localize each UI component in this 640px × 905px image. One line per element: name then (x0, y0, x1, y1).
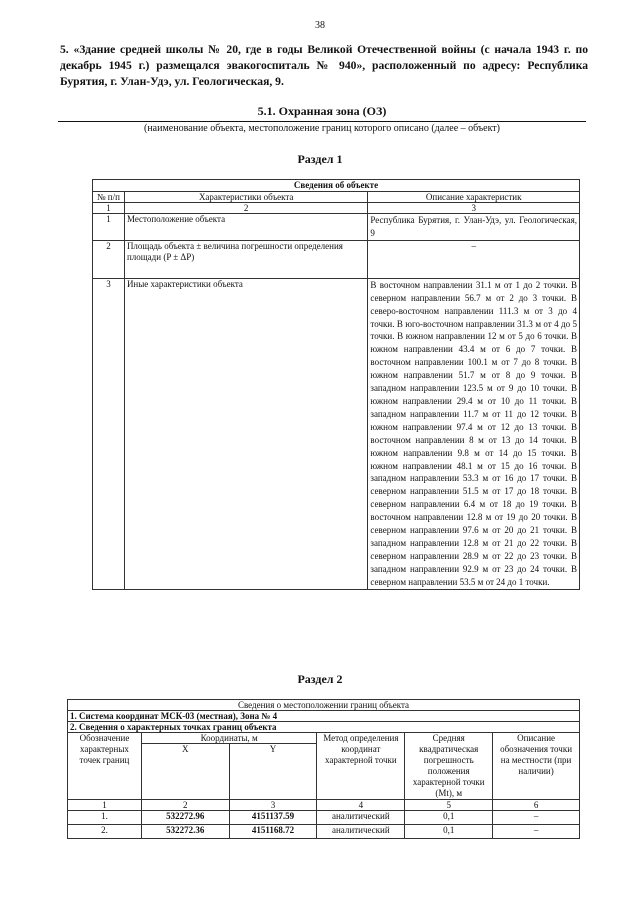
point-x: 532272.96 (141, 811, 229, 825)
index-cell: 1 (93, 203, 125, 214)
table-row (68, 811, 580, 825)
header-designation: Обозначение характерных точек границ (68, 733, 142, 800)
header-y: Y (229, 744, 317, 800)
row-number: 3 (93, 278, 125, 589)
page-number: 38 (315, 20, 325, 31)
point-method: аналитический (317, 811, 405, 825)
header-x: X (141, 744, 229, 800)
row-characteristic: Местоположение объекта (124, 214, 367, 241)
section1-title: Раздел 1 (297, 152, 343, 166)
row-characteristic: Иные характеристики объекта (124, 278, 367, 589)
object-heading: 5. «Здание средней школы № 20, где в годы Великой Отечественной войны (с начала 1943 г. по декабрь 1945 г.) размещался эвакогоспиталь № 940», расположенный по адресу: Республика Бурятия, г. Улан-Удэ, ул. Геологическая, 9. (60, 43, 588, 88)
point-error: 0,1 (405, 825, 493, 839)
row-description: Республика Бурятия, г. Улан-Удэ, ул. Геологическая, 9 (368, 214, 580, 241)
table-row (93, 240, 580, 278)
index-cell: 1 (68, 800, 142, 811)
header-number: № п/п (93, 192, 125, 203)
header-description: Описание характеристик (368, 192, 580, 203)
points-title: 2. Сведения о характерных точках границ объекта (68, 722, 580, 733)
header-error: Средняя квадратическая погрешность положения характерной точки (Mt), м (405, 733, 493, 800)
index-cell: 3 (368, 203, 580, 214)
row-number: 2 (93, 240, 125, 278)
row-number: 1 (93, 214, 125, 241)
point-y: 4151168.72 (229, 825, 317, 839)
row-characteristic: Площадь объекта ± величина погрешности определения площади (P ± ΔP) (124, 240, 367, 278)
point-description: – (493, 811, 580, 825)
header-coordinates: Координаты, м (141, 733, 317, 744)
section2-title: Раздел 2 (297, 672, 343, 686)
header-method: Метод определения координат характерной точки (317, 733, 405, 800)
point-method: аналитический (317, 825, 405, 839)
coordinate-system: 1. Система координат МСК-03 (местная), Зона № 4 (68, 711, 580, 722)
table-title: Сведения о местоположении границ объекта (68, 700, 580, 711)
point-number: 2. (68, 825, 142, 839)
point-x: 532272.36 (141, 825, 229, 839)
object-info-table (92, 179, 580, 590)
index-cell: 3 (229, 800, 317, 811)
point-description: – (493, 825, 580, 839)
point-y: 4151137.59 (229, 811, 317, 825)
point-error: 0,1 (405, 811, 493, 825)
table-row (93, 214, 580, 241)
table-row (68, 825, 580, 839)
table-row (93, 278, 580, 589)
header-point-description: Описание обозначения точки на местности (при наличии) (493, 733, 580, 800)
index-cell: 2 (124, 203, 367, 214)
object-caption: (наименование объекта, местоположение границ которого описано (далее – объект) (143, 123, 501, 134)
row-description: – (368, 240, 580, 278)
subheading-rule (58, 121, 586, 122)
point-number: 1. (68, 811, 142, 825)
index-cell: 6 (493, 800, 580, 811)
index-cell: 2 (141, 800, 229, 811)
boundary-points-table (67, 699, 580, 839)
header-characteristic: Характеристики объекта (124, 192, 367, 203)
row-description: В восточном направлении 31.1 м от 1 до 2 точки. В северном направлении 56.7 м от 2 до 3 точки. В северо-восточном направлении 111.3 м от 3 до 4 точки. В юго-восточном направлении 31.3 м от 4 до 5 точки. В южном направлении 12 м от 5 до 6 точки. В южном направлении 43.4 м от 6 до 7 точки. В восточном направлении 100.1 м от 7 до 8 точки. В южном направлении 51.7 м от 8 до 9 точки. В западном направлении 123.5 м от 9 до 10 точки. В южном направлении 29.4 м от 10 до 11 точки. В западном направлении 11.7 м от 11 до 12 точки. В южном направлении 97.4 м от 12 до 13 точки. В восточном направлении 8 м от 13 до 14 точки. В южном направлении 9.8 м от 14 до 15 точки. В южном направлении 48.1 м от 15 до 16 точки. В западном направлении 53.3 м от 16 до 17 точки. В северном направлении 51.5 м от 17 до 18 точки. В северном направлении 6.4 м от 18 до 19 точки. В восточном направлении 12.8 м от 19 до 20 точки. В северном направлении 97.6 м от 20 до 21 точки. В западном направлении 12.8 м от 21 до 22 точки. В северном направлении 28.9 м от 22 до 23 точки. В западном направлении 92.9 м от 23 до 24 точки. В северном направлении 53.5 м от 24 до 1 точки. (368, 278, 580, 589)
index-cell: 5 (405, 800, 493, 811)
zone-subheading: 5.1. Охранная зона (ОЗ) (257, 104, 387, 118)
table-title: Сведения об объекте (93, 180, 580, 192)
index-cell: 4 (317, 800, 405, 811)
